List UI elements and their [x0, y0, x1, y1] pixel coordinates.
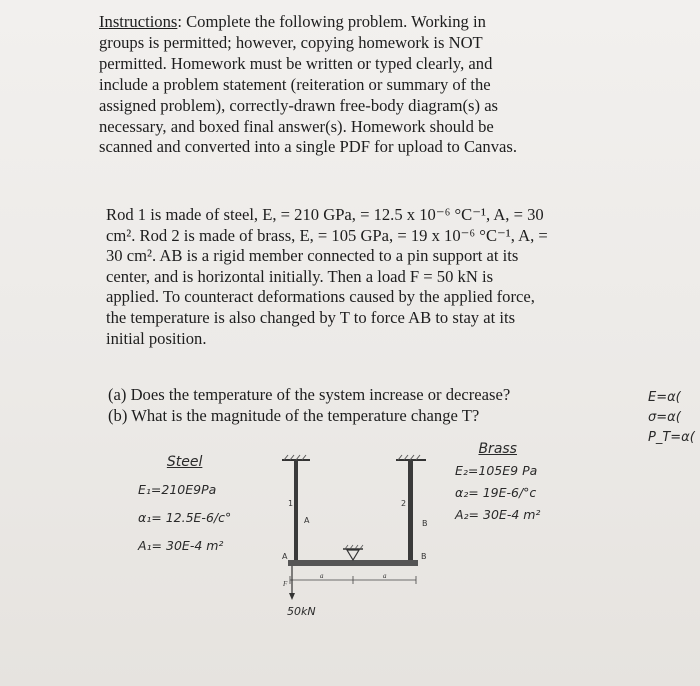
rod-2-label: 2 [401, 499, 407, 508]
dimension-label: a [320, 572, 324, 580]
brass-note-line: α₂= 19E-6/°c [455, 485, 537, 500]
instructions-line: : Complete the following problem. Working in [177, 12, 486, 31]
brass-note-line: A₂= 30E-4 m² [455, 507, 541, 522]
ceiling-support-left [282, 455, 310, 460]
rod-structure-diagram [270, 448, 470, 608]
instructions-line: scanned and converted into a single PDF for upload to Canvas. [99, 137, 517, 157]
problem-line: initial position. [106, 328, 207, 348]
force-arrowhead [289, 593, 295, 600]
margin-note-line: E=α( [648, 390, 681, 405]
question-a: (a) Does the temperature of the system increase or decrease? [108, 385, 511, 404]
margin-notes [648, 388, 695, 448]
problem-line: cm². Rod 2 is made of brass, E, = 105 GPa, = 19 x 10⁻⁶ °C⁻¹, A, = [106, 225, 548, 245]
force-label: F [283, 580, 288, 588]
handwritten-a-mark: A [304, 516, 310, 525]
point-a-label: A [282, 552, 288, 561]
question-b: (b) What is the magnitude of the temperature change T? [108, 405, 480, 425]
rod-1 [294, 460, 298, 560]
problem-line: applied. To counteract deformations caused by the applied force, [106, 287, 535, 307]
problem-line: Rod 1 is made of steel, E, = 210 GPa, = 12.5 x 10⁻⁶ °C⁻¹, A, = 30 [106, 205, 544, 224]
ceiling-support-right [396, 455, 426, 460]
point-b-label: B [421, 552, 427, 561]
margin-note-line: σ=α( [648, 410, 681, 425]
steel-notes [138, 448, 231, 560]
steel-note-line: α₁= 12.5E-6/c° [138, 510, 232, 525]
problem-line: the temperature is also changed by T to force AB to stay at its [106, 307, 516, 327]
dimension-line [290, 576, 416, 584]
questions [108, 385, 510, 426]
instructions-line: assigned problem), correctly-drawn free-body diagram(s) as [99, 95, 499, 115]
rod-1-label: 1 [288, 499, 294, 508]
margin-note-line: P_T=α( [648, 430, 695, 445]
instructions-line: necessary, and boxed final answer(s). Homework should be [99, 116, 494, 136]
brass-note-line: E₂=105E9 Pa [455, 463, 538, 478]
dimension-label: a [383, 572, 387, 580]
rod-2 [408, 460, 413, 560]
steel-notes-title: Steel [166, 454, 203, 470]
instructions-line: permitted. Homework must be written or typed clearly, and [99, 53, 493, 73]
pin-support [343, 545, 363, 560]
instructions-heading: Instructions [99, 12, 178, 31]
steel-note-line: A₁= 30E-4 m² [138, 538, 224, 553]
load-note: 50kN [287, 605, 316, 618]
instructions-paragraph [99, 12, 517, 158]
instructions-line: include a problem statement (reiteration or summary of the [99, 74, 491, 94]
problem-line: center, and is horizontal initially. Then a load F = 50 kN is [106, 266, 494, 286]
brass-notes-title: Brass [478, 441, 517, 457]
steel-note-line: E₁=210E9Pa [138, 482, 217, 497]
problem-line: 30 cm². AB is a rigid member connected to a pin support at its [106, 246, 519, 266]
handwritten-b-mark: B [422, 519, 428, 528]
problem-statement [106, 205, 548, 349]
instructions-line: groups is permitted; however, copying homework is NOT [99, 32, 483, 52]
